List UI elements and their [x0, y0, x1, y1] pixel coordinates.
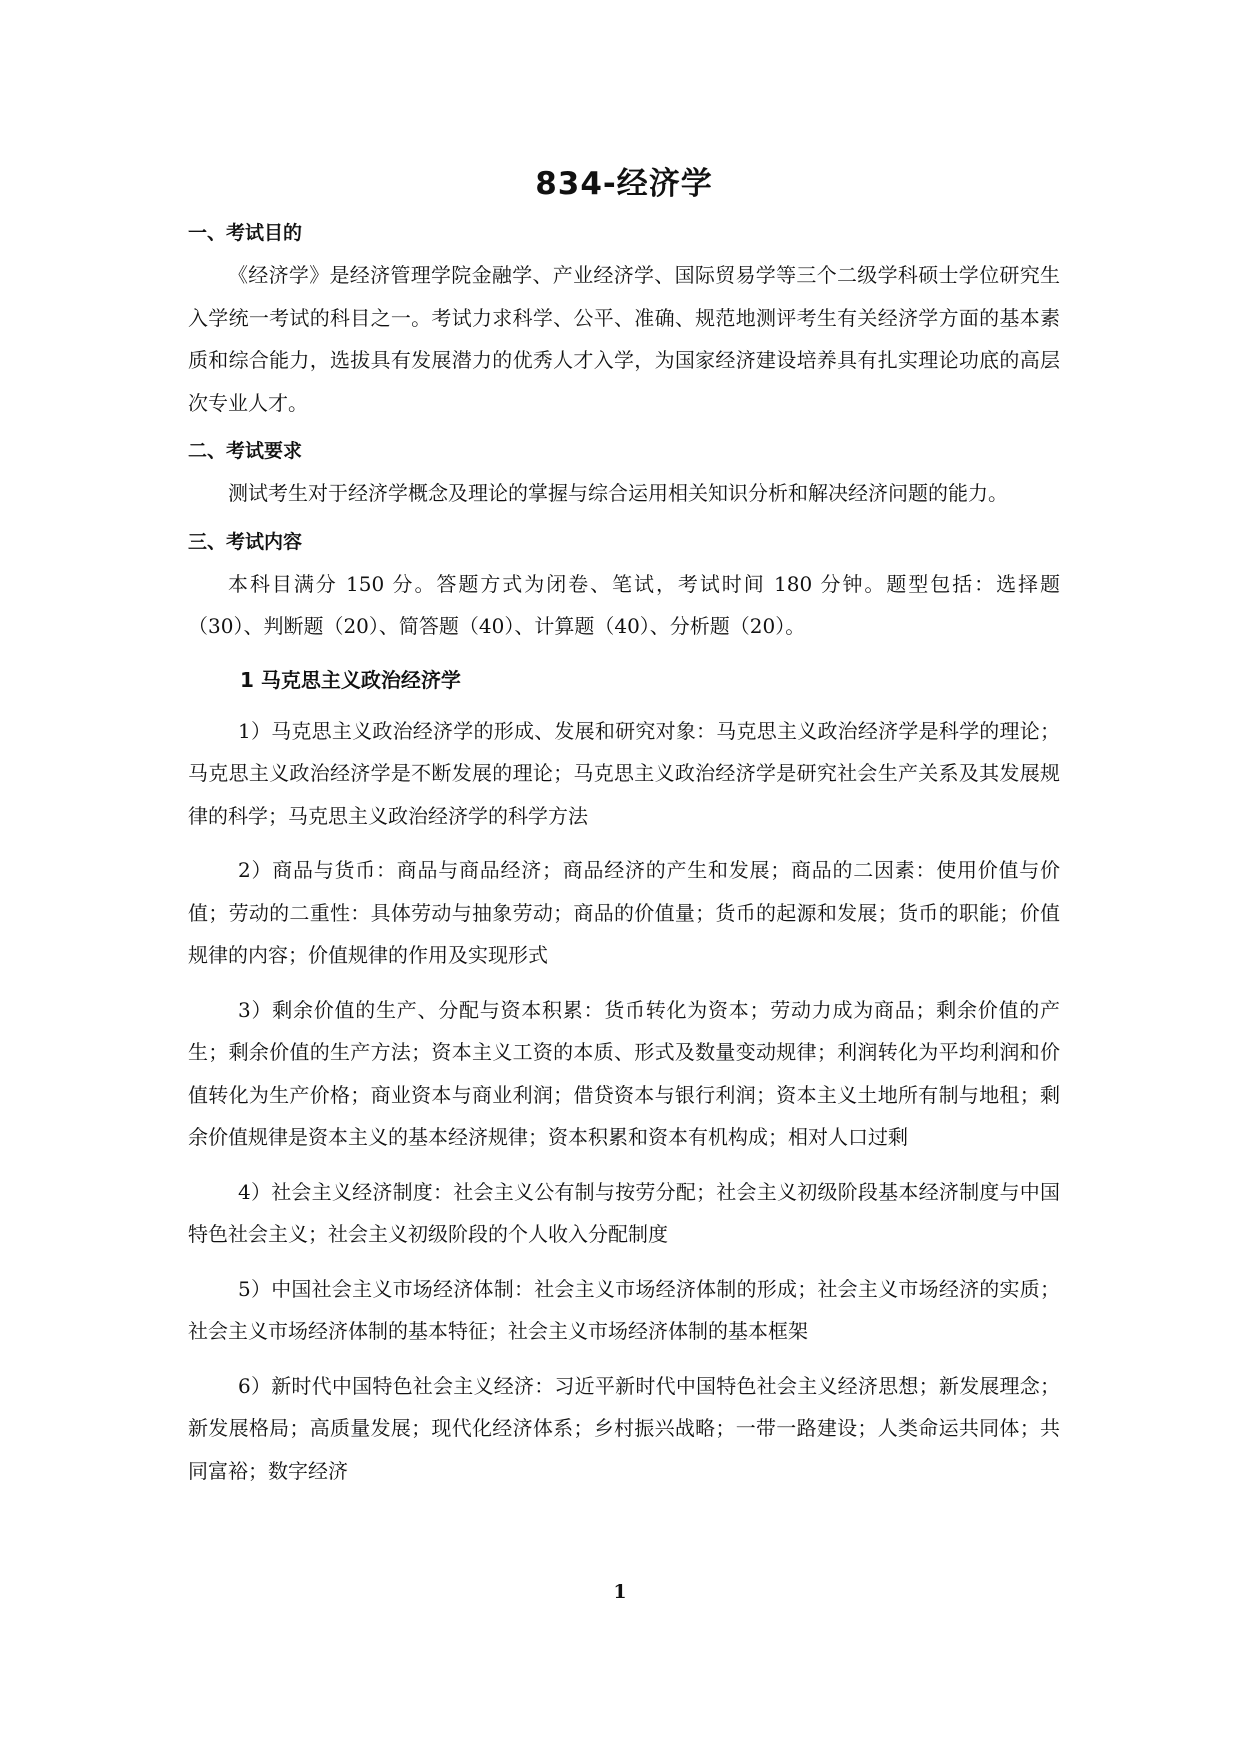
page-number: 1	[613, 1581, 627, 1603]
topic-item: 2）商品与货币：商品与商品经济；商品经济的产生和发展；商品的二因素：使用价值与价值；劳动的二重性：具体劳动与抽象劳动；商品的价值量；货币的起源和发展；货币的职能；价值规律的内容；价值规律的作用及实现形式	[188, 858, 1060, 967]
page-content	[188, 162, 1060, 1504]
section-heading: 一、考试目的	[188, 222, 303, 244]
topic-item: 1）马克思主义政治经济学的形成、发展和研究对象：马克思主义政治经济学是科学的理论；马克思主义政治经济学是不断发展的理论；马克思主义政治经济学是研究社会生产关系及其发展规律的科学；马克思主义政治经济学的科学方法	[188, 718, 1060, 828]
subsection-marxist-political-economy	[188, 660, 1060, 1493]
section-paragraph: 本科目满分 150 分。答题方式为闭卷、笔试，考试时间 180 分钟。题型包括：选择题（30）、判断题（20）、简答题（40）、计算题（40）、分析题（20）。	[188, 571, 1060, 638]
topic-item: 3）剩余价值的生产、分配与资本积累：货币转化为资本；劳动力成为商品；剩余价值的产生；剩余价值的生产方法；资本主义工资的本质、形式及数量变动规律；利润转化为平均利润和价值转化为生产价格；商业资本与商业利润；借贷资本与银行利润；资本主义土地所有制与地租；剩余价值规律是资本主义的基本经济规律；资本积累和资本有机构成；相对人口过剩	[188, 997, 1060, 1149]
section-paragraph: 测试考生对于经济学概念及理论的掌握与综合运用相关知识分析和解决经济问题的能力。	[228, 481, 1008, 505]
subsection-heading: 1 马克思主义政治经济学	[240, 667, 461, 692]
section-paragraph: 《经济学》是经济管理学院金融学、产业经济学、国际贸易学等三个二级学科硕士学位研究生入学统一考试的科目之一。考试力求科学、公平、准确、规范地测评考生有关经济学方面的基本素质和综合能力，选拔具有发展潜力的优秀人才入学，为国家经济建设培养具有扎实理论功底的高层次专业人才。	[188, 263, 1060, 415]
section-exam-content	[188, 527, 1060, 1493]
section-heading: 二、考试要求	[188, 440, 303, 462]
section-exam-purpose	[188, 218, 1060, 424]
topic-item: 4）社会主义经济制度：社会主义公有制与按劳分配；社会主义初级阶段基本经济制度与中国特色社会主义；社会主义初级阶段的个人收入分配制度	[188, 1179, 1060, 1246]
topic-item: 6）新时代中国特色社会主义经济：习近平新时代中国特色社会主义经济思想；新发展理念；新发展格局；高质量发展；现代化经济体系；乡村振兴战略；一带一路建设；人类命运共同体；共同富裕；数字经济	[188, 1373, 1060, 1483]
document-title: 834-经济学	[535, 166, 713, 202]
topic-item: 5）中国社会主义市场经济体制：社会主义市场经济体制的形成；社会主义市场经济的实质；社会主义市场经济体制的基本特征；社会主义市场经济体制的基本框架	[188, 1276, 1060, 1343]
section-exam-requirements	[188, 436, 1060, 515]
section-heading: 三、考试内容	[188, 530, 303, 553]
